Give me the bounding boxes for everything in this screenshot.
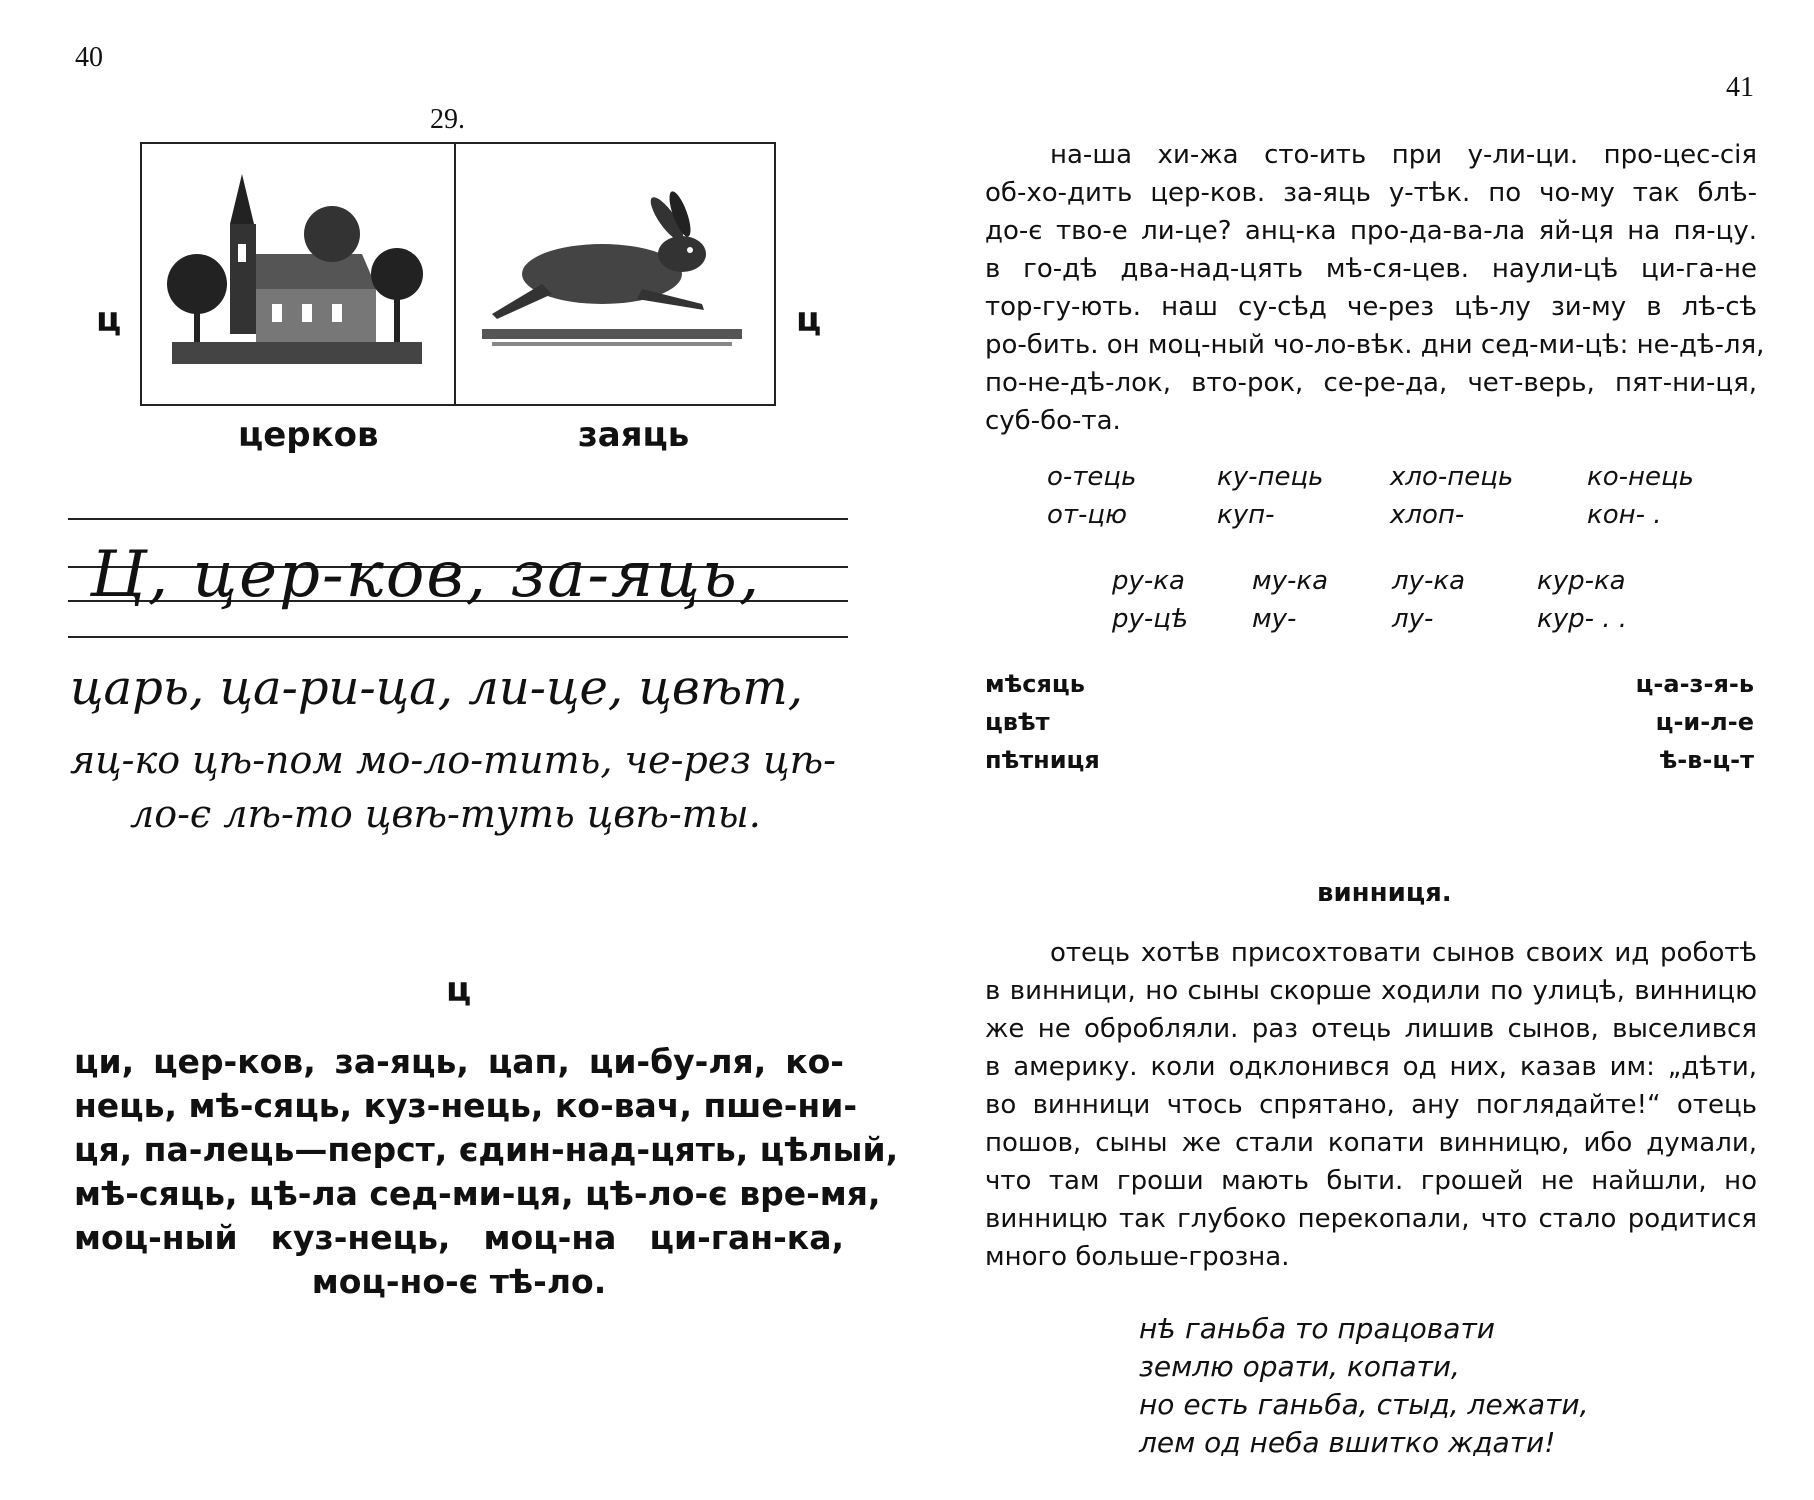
church-illustration — [162, 164, 432, 384]
reading-paragraph — [985, 136, 1765, 440]
story-line: отець хотѣв присохтовати сынов своих ид роботѣ — [1050, 938, 1757, 968]
poem-line: лем од неба вшитко ждати! — [1139, 1426, 1556, 1459]
ruled-line — [68, 636, 848, 638]
script-line-3: ло-є лѣ-то цвѣ-туть цвѣ-ты. — [130, 792, 761, 836]
label-hare: заяць — [578, 415, 690, 455]
grid-word: куп- — [1217, 500, 1275, 530]
grid-word: кур-ка — [1537, 566, 1626, 596]
reading-line: до-є тво-е ли-це? анц-ка про-да-ва-ла яй-ця на пя-цу. — [985, 216, 1757, 246]
script-line-2: яц-ко цѣ-пом мо-ло-тить, че-рез цѣ- — [70, 738, 836, 782]
ruled-line — [68, 518, 848, 520]
grid-word: хлоп- — [1390, 500, 1465, 530]
letter-heading: ц — [446, 970, 472, 1010]
poem-line: землю орати, копати, — [1139, 1350, 1460, 1383]
grid-word: ру-ка — [1112, 566, 1185, 596]
syllable-line: нець, мѣ-сяць, куз-нець, ко-вач, пше-ни- — [74, 1086, 858, 1125]
reading-line: об-хо-дить цер-ков. за-яць у-тѣк. по чо-му так блѣ- — [985, 178, 1757, 208]
derive-word: пѣтниця — [985, 746, 1100, 774]
side-letter-right: ц — [796, 300, 822, 340]
grid-word: от-цю — [1047, 500, 1128, 530]
syllable-line: ця, па-лець—перст, єдин-над-цять, цѣлый, — [74, 1130, 899, 1169]
syllable-line: ци, цер-ков, за-яць, цап, ци-бу-ля, ко- — [74, 1042, 844, 1081]
grid-word: кур- . . — [1537, 604, 1628, 634]
grid-word: лу- — [1392, 604, 1434, 634]
grid-word: лу-ка — [1392, 566, 1466, 596]
grid-word: му-ка — [1252, 566, 1329, 596]
grid-word: ру-цѣ — [1112, 604, 1189, 634]
grid-word: му- — [1252, 604, 1297, 634]
syllable-line: моц-но-є тѣ-ло. — [311, 1262, 607, 1301]
reading-line: в го-дѣ два-над-цять мѣ-ся-цев. наули-цѣ ци-га-не — [985, 254, 1757, 284]
story-line: в винници, но сыны скорше ходили по улицѣ, винницю — [985, 976, 1757, 1006]
grid-word: ко-нець — [1587, 462, 1695, 492]
syllable-line: моц-ный куз-нець, моц-на ци-ган-ка, — [74, 1218, 844, 1257]
reading-line: ро-бить. он моц-ный чо-ло-вѣк. дни сед-ми-цѣ: не-дѣ-ля, — [985, 330, 1765, 360]
story-line: в америку. коли одклонився од них, казав им: „дѣти, — [985, 1052, 1757, 1082]
picture-divider — [454, 144, 456, 404]
syllable-line: мѣ-сяць, цѣ-ла сед-ми-ця, цѣ-ло-є вре-мя, — [74, 1174, 881, 1213]
page-number-right: 41 — [1726, 72, 1754, 103]
side-letter-left: ц — [96, 300, 122, 340]
script-main-line: Ц, цер-ков, за-яць, — [90, 538, 762, 612]
reading-line: по-не-дѣ-лок, вто-рок, се-ре-да, чет-верь, пят-ни-ця, — [985, 368, 1757, 398]
story-line: же не обробляли. раз отець лишив сынов, выселився — [985, 1014, 1757, 1044]
derive-word: цвѣт — [985, 708, 1050, 736]
derive-letter-set: ц-и-л-е — [1655, 708, 1754, 736]
page-number-left: 40 — [75, 42, 103, 73]
grid-word: хло-пець — [1390, 462, 1514, 492]
picture-box — [140, 142, 776, 406]
grid-word: ку-пець — [1217, 462, 1324, 492]
story-line: во винници чтось спрятано, ану поглядайте!“ отець — [985, 1090, 1757, 1120]
story-paragraph — [985, 934, 1757, 1276]
story-line: что там гроши мають быти. грошей не найшли, но — [985, 1166, 1757, 1196]
poem — [1139, 1310, 1588, 1462]
syllable-block — [74, 1040, 899, 1304]
label-church: церков — [238, 415, 379, 455]
story-title: винниця. — [1317, 878, 1452, 908]
reading-line: на-ша хи-жа сто-ить при у-ли-ци. про-цес-сія — [1050, 140, 1757, 170]
derive-word: мѣсяць — [985, 670, 1085, 698]
right-page — [907, 0, 1814, 1500]
derive-letters — [1636, 665, 1754, 779]
reading-line: тор-гу-ють. наш су-сѣд че-рез цѣ-лу зи-му в лѣ-сѣ — [985, 292, 1757, 322]
poem-line: но есть ганьба, стыд, лежати, — [1139, 1388, 1589, 1421]
story-line: винницю так глубоко перекопали, что стало родитися — [985, 1204, 1757, 1234]
derive-letter-set: ѣ-в-ц-т — [1659, 746, 1754, 774]
reading-line: суб-бо-та. — [985, 406, 1121, 436]
grid-word: о-тець — [1047, 462, 1137, 492]
hare-illustration — [472, 184, 752, 364]
story-line: много больше-грозна. — [985, 1242, 1290, 1272]
poem-line: нѣ ганьба то працовати — [1139, 1312, 1495, 1345]
derive-letter-set: ц-а-з-я-ь — [1635, 670, 1754, 698]
story-line: пошов, сыны же стали копати винницю, ибо думали, — [985, 1128, 1757, 1158]
grid-word: кон- . — [1587, 500, 1662, 530]
derive-words — [985, 665, 1100, 779]
lesson-number: 29. — [430, 104, 465, 135]
script-line-1: царь, ца-ри-ца, ли-це, цвѣт, — [70, 660, 803, 716]
